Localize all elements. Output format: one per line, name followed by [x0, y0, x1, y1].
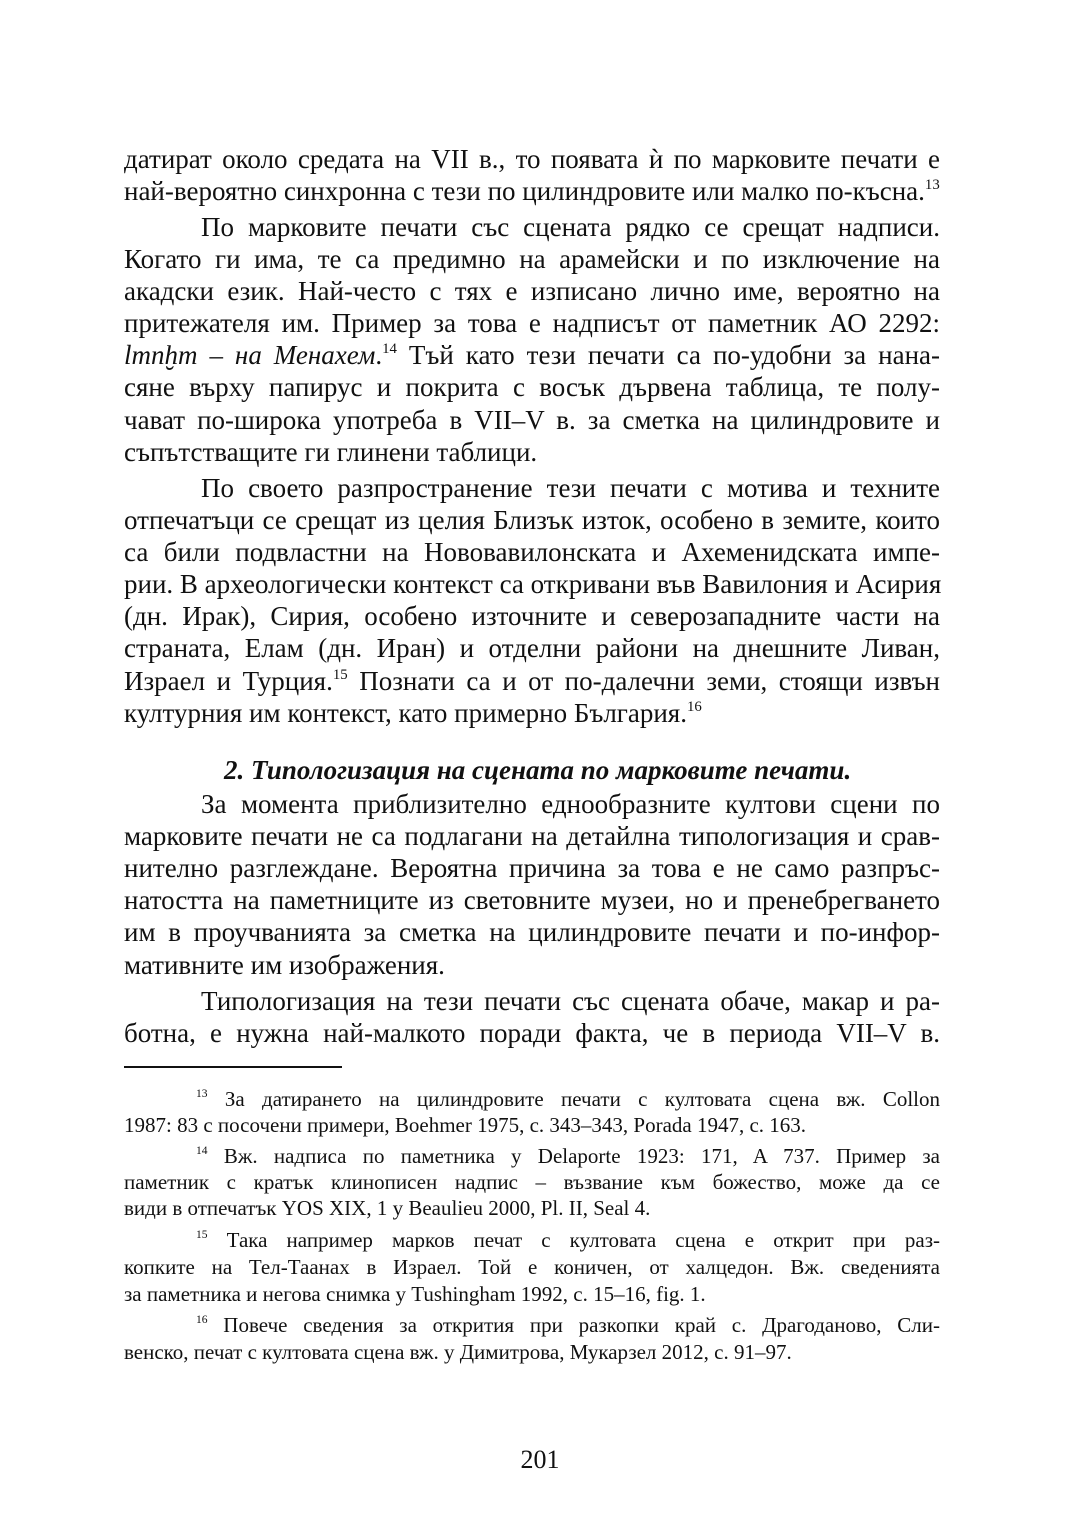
footnote-number: 16	[196, 1314, 208, 1327]
body-line: lmnḫm – на Менахем.$^{14}$ Тъй като тези печати са по-удобни за нана-	[124, 340, 940, 370]
body-line: страната, Елам (дн. Иран) и отделни райони на днешните Ливан,	[124, 633, 940, 663]
footnote-13: $^{13}$ За датирането на цилиндровите печати с култовата сцена вж. Collon	[196, 1087, 940, 1111]
footnote-line: 1987: 83 с посочени примери, Boehmer 1975, с. 343–343, Porada 1947, с. 163.	[124, 1113, 807, 1137]
footnote-number: 15	[196, 1229, 208, 1242]
footnote-16: $^{16}$ Повече сведения за открития при разкопки край с. Драгоданово, Сли-	[196, 1313, 940, 1337]
body-line: акадски език. Най-често с тях е изписано лично име, вероятно на	[124, 276, 940, 306]
body-line: По марковите печати със сцената рядко се срещат надписи.	[201, 212, 940, 242]
body-line: съпътстващите ги глинени таблици.	[124, 437, 538, 467]
body-line: най-вероятно синхронна с тези по цилиндровите или малко по-късна.$^{13}$	[124, 176, 940, 206]
body-line: мативните им изображения.	[124, 950, 445, 980]
body-line: натостта на паметниците из световните музеи, но и пренебрегването	[124, 885, 940, 915]
body-line: По своето разпространение тези печати с мотива и техните	[201, 473, 940, 503]
body-line: им в проучванията за сметка на цилиндровите печати и по-инфор-	[124, 917, 940, 947]
footnote-15: $^{15}$ Така например марков печат с култовата сцена е открит при раз-	[196, 1228, 940, 1252]
footnote-14: $^{14}$ Вж. надписа по паметника у Delaporte 1923: 171, A 737. Пример за	[196, 1144, 940, 1168]
body-line: отпечатъци се срещат из целия Близък изток, особено в земите, които	[124, 505, 940, 535]
body-line: Типологизация на тези печати със сцената обаче, макар и ра-	[201, 986, 940, 1016]
footnote-line: паметник с кратък клинописен надпис – възвание към божество, може да се	[124, 1170, 940, 1194]
body-line: културния им контекст, като примерно България.$^{16}$	[124, 698, 702, 728]
body-line: нително разглеждане. Вероятна причина за това е не само разпръс-	[124, 853, 940, 883]
page-number: 201	[520, 1445, 560, 1474]
footnote-line: види в отпечатък YOS XIX, 1 у Beaulieu 2000, Pl. II, Seal 4.	[124, 1196, 651, 1220]
footnote-line: венско, печат с култовата сцена вж. у Димитрова, Мукарзел 2012, с. 91–97.	[124, 1340, 792, 1364]
section-heading: 2. Типологизация на сцената по марковите печати.	[224, 755, 852, 785]
body-line: датират около средата на VII в., то появата ѝ по марковите печати е	[124, 144, 940, 174]
body-line: Израел и Турция.$^{15}$ Познати са и от по-далечни земи, стоящи извън	[124, 666, 940, 696]
footnote-number: 13	[196, 1088, 208, 1101]
body-line: са били подвластни на Нововавилонската и Ахеменидската импе-	[124, 537, 940, 567]
footnote-number: 14	[196, 1145, 208, 1158]
seal-inscription: lmnḫm – на Менахем	[124, 340, 376, 370]
body-line: За момента приблизително еднообразните култови сцени по	[201, 789, 940, 819]
footnote-ref-16[interactable]: 16	[686, 698, 702, 715]
footnote-line: копките на Тел-Таанах в Израел. Той е коничен, от халцедон. Вж. сведенията	[124, 1255, 940, 1279]
body-line: марковите печати не са подлагани на детайлна типологизация и срав-	[124, 821, 940, 851]
body-line: рии. В археологически контекст са откривани във Вавилония и Асирия	[124, 569, 942, 599]
body-line: притежателя им. Пример за това е надписът от паметник АО 2292:	[124, 308, 940, 338]
body-line: (дн. Ирак), Сирия, особено източните и северозападните части на	[124, 601, 940, 631]
footnote-ref-15[interactable]: 15	[332, 666, 348, 683]
body-line: чават по-широка употреба в VII–V в. за сметка на цилиндровите и	[124, 405, 940, 435]
footnote-separator	[124, 1066, 342, 1068]
body-line: Когато ги има, те са предимно на арамейски и по изключение на	[124, 244, 940, 274]
footnote-ref-14[interactable]: 14	[382, 340, 397, 357]
body-line: ботна, е нужна най-малкото поради факта, че в периода VII–V в.	[124, 1018, 940, 1048]
body-line: сяне върху папирус и покрита с восък дървена таблица, те полу-	[124, 372, 940, 402]
footnote-ref-13[interactable]: 13	[924, 176, 940, 193]
footnote-line: за паметника и негова снимка у Tushingham 1992, с. 15–16, fig. 1.	[124, 1282, 706, 1306]
